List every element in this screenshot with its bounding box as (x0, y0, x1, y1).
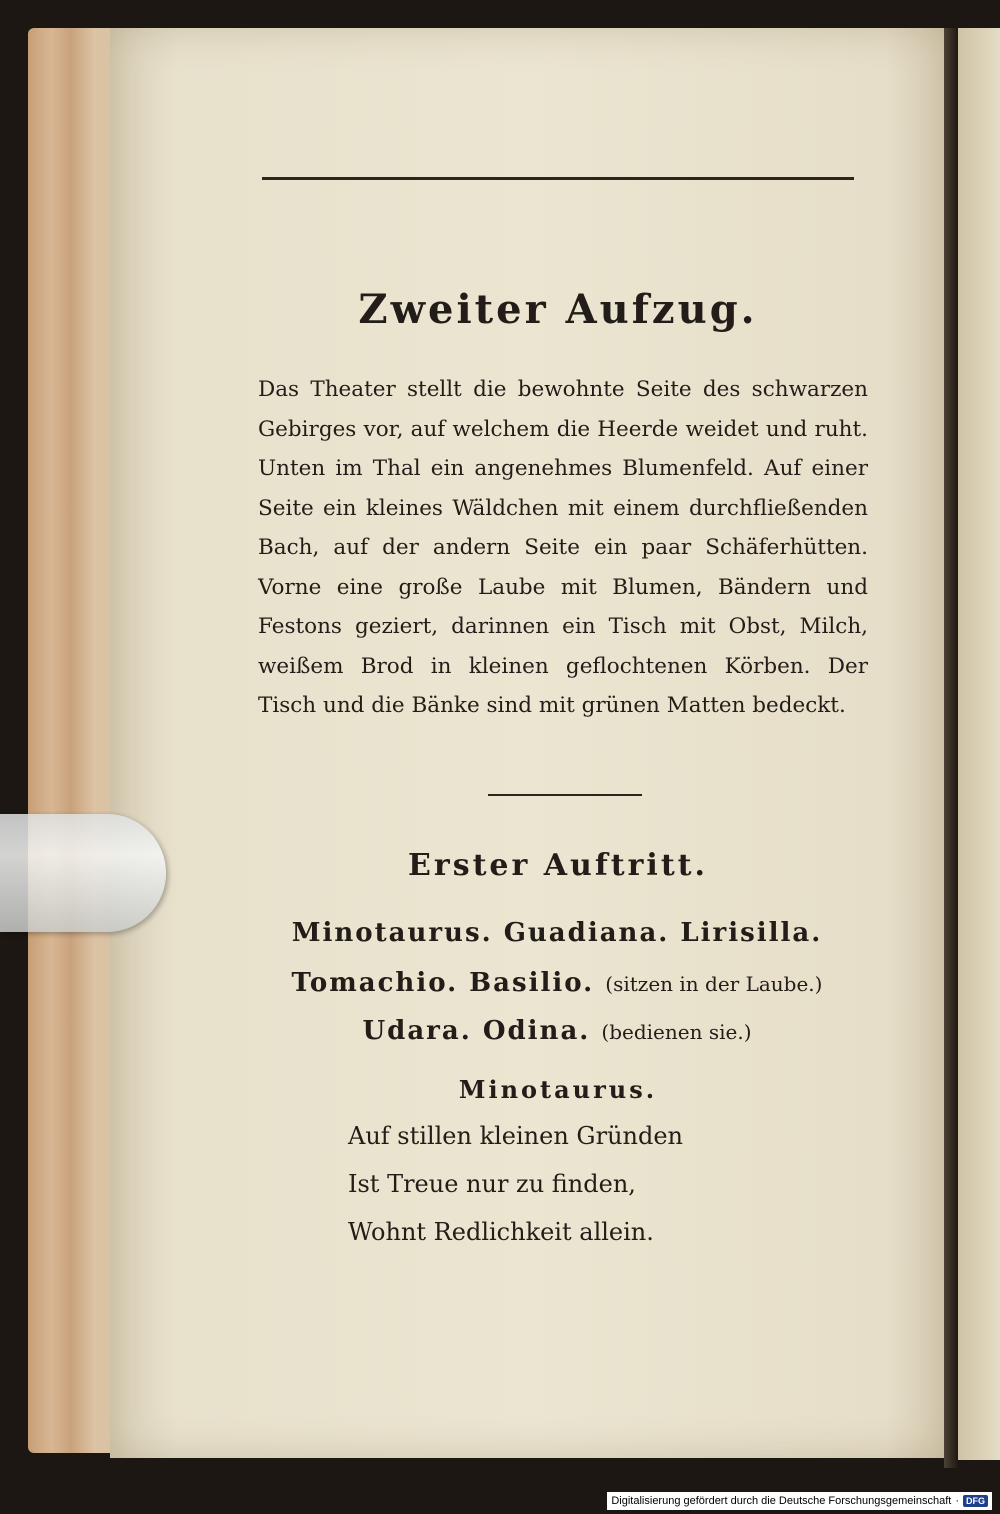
act-title: Zweiter Aufzug. (358, 286, 758, 333)
book-gutter (944, 28, 958, 1468)
cast-line-2 (252, 968, 862, 998)
facing-page-edge (958, 28, 1000, 1460)
verse-line: Auf stillen kleinen Gründen (348, 1122, 684, 1150)
cast-line-3 (252, 1016, 862, 1046)
section-divider (488, 794, 642, 796)
verse-line: Wohnt Redlichkeit allein. (348, 1218, 654, 1246)
top-rule (262, 177, 854, 180)
book-page-edges (28, 28, 123, 1453)
cast-note: (sitzen in der Laube.) (605, 972, 823, 996)
stage-direction: Das Theater stellt die bewohnte Seite des schwarzen Gebirges vor, auf welchem die Heerde weidet und ruht. Unten im Thal ein angenehmes Blumenfeld. Auf einer Seite ein kleines Wäldchen mit einem durchfließenden Bach, auf der andern Seite ein paar Schäferhütten. Vorne eine große Laube mit Blumen, Bändern und Festons geziert, darinnen ein Tisch mit Obst, Milch, weißem Brod in kleinen geflochtenen Körben. Der Tisch und die Bänke sind mit grünen Matten bedeckt. (258, 377, 868, 718)
cast-names: Minotaurus. Guadiana. Lirisilla. (291, 918, 823, 948)
scene-title: Erster Auftritt. (408, 848, 708, 883)
verse-line: Ist Treue nur zu finden, (348, 1170, 636, 1198)
page-clip (0, 814, 166, 932)
dfg-logo-icon: DFG (963, 1495, 988, 1507)
footer-text: Digitalisierung gefördert durch die Deutsche Forschungsgemeinschaft (611, 1495, 952, 1507)
funding-footer: Digitalisierung gefördert durch die Deutsche Forschungsgemeinschaft · DFG (607, 1492, 992, 1510)
speaker-name: Minotaurus. (458, 1075, 658, 1104)
cast-names: Udara. Odina. (362, 1016, 591, 1046)
cast-note: (bedienen sie.) (601, 1020, 752, 1044)
cast-line-1 (252, 918, 862, 948)
cast-names: Tomachio. Basilio. (291, 968, 595, 998)
